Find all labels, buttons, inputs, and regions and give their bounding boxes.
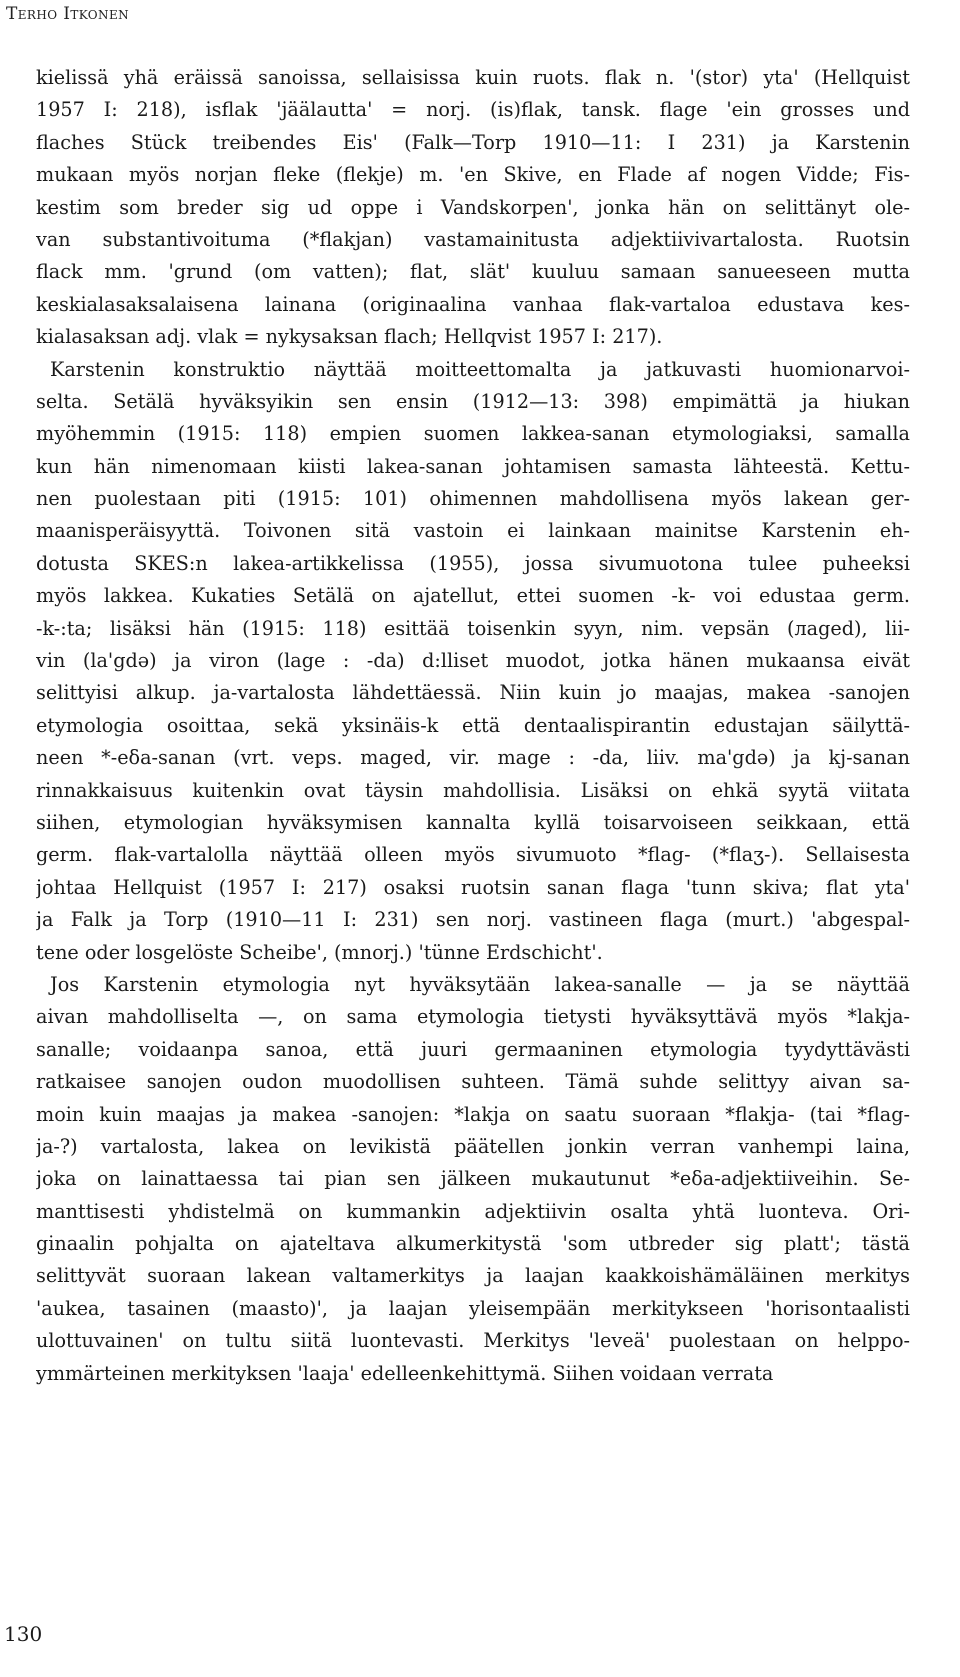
text-line: manttisesti yhdistelmä on kummankin adjektiivin osalta yhtä luonteva. Ori- [36, 1199, 910, 1223]
text-line: joka on lainattaessa tai pian sen jälkeen mukautunut *eδa-adjektiiveihin. Se- [36, 1167, 910, 1191]
text-line: myös lakkea. Kukaties Setälä on ajatellut, ettei suomen -k- voi edustaa germ. [36, 584, 910, 608]
text-line: van substantivoituma (*flakjan) vastamainitusta adjektiivivartalosta. Ruotsin [36, 227, 910, 251]
text-line: rinnakkaisuus kuitenkin ovat täysin mahdollisia. Lisäksi on ehkä syytä viitata [36, 778, 910, 802]
text-line: Karstenin konstruktio näyttää moitteettomalta ja jatkuvasti huomionarvoi- [50, 357, 910, 381]
text-line: nen puolestaan piti (1915: 101) ohimennen mahdollisena myös lakean ger- [36, 487, 910, 511]
text-line: flack mm. 'grund (om vatten); flat, slät' kuuluu samaan sanueeseen mutta [36, 260, 910, 284]
page-number: 130 [4, 1622, 43, 1646]
paragraph [36, 354, 910, 969]
text-line: kun hän nimenomaan kiisti lakea-sanan johtamisen samasta lähteestä. Kettu- [36, 454, 910, 478]
body-text [36, 62, 910, 1390]
text-line: mukaan myös norjan fleke (flekje) m. 'en Skive, en Flade af nogen Vidde; Fis- [36, 163, 910, 187]
text-line: ratkaisee sanojen oudon muodollisen suhteen. Tämä suhde selittyy aivan sa- [36, 1070, 910, 1094]
text-line: myöhemmin (1915: 118) empien suomen lakkea-sanan etymologiaksi, samalla [36, 422, 910, 446]
text-line: ginaalin pohjalta on ajateltava alkumerkitystä 'som utbreder sig platt'; tästä [36, 1232, 910, 1256]
running-head: Terho Itkonen [6, 4, 129, 24]
text-line: sanalle; voidaanpa sanoa, että juuri germaaninen etymologia tyydyttävästi [36, 1037, 910, 1061]
paragraph [36, 62, 910, 354]
text-line: kialasaksan adj. vlak = nykysaksan flach; Hellqvist 1957 I: 217). [36, 325, 663, 349]
text-line: germ. flak-vartalolla näyttää olleen myös sivumuoto *flag- (*flaʒ-). Sellaisesta [36, 843, 910, 867]
text-line: dotusta SKES:n lakea-artikkelissa (1955), jossa sivumuotona tulee puheeksi [36, 551, 910, 575]
text-line: neen *-eδa-sanan (vrt. veps. maged, vir. mage : -da, liiv. ma'gdə) ja kj-sanan [36, 746, 910, 770]
text-line: ja-?) vartalosta, lakea on levikistä päätellen jonkin verran vanhempi laina, [36, 1134, 910, 1158]
text-line: -k-:ta; lisäksi hän (1915: 118) esittää toisenkin syyn, nim. vepsän (лagеd), lii- [36, 616, 910, 640]
text-line: ulottuvainen' on tultu siitä luontevasti. Merkitys 'leveä' puolestaan on helppo- [36, 1329, 910, 1353]
text-line: keskialasaksalaisena lainana (originaalina vanhaa flak-vartaloa edustava kes- [36, 292, 910, 316]
text-line: siihen, etymologian hyväksymisen kannalta kyllä toisarvoiseen seikkaan, että [36, 810, 910, 834]
text-line: johtaa Hellquist (1957 I: 217) osaksi ruotsin sanan flaga 'tunn skiva; flat yta' [36, 875, 910, 899]
text-line: etymologia osoittaa, sekä yksinäis-k että dentaalispirantin edustajan säilyttä- [36, 713, 910, 737]
text-line: ymmärteinen merkityksen 'laaja' edelleenkehittymä. Siihen voidaan verrata [36, 1361, 774, 1385]
paragraph [36, 969, 910, 1390]
text-line: selta. Setälä hyväksyikin sen ensin (1912—13: 398) empimättä ja hiukan [36, 389, 910, 413]
text-line: Jos Karstenin etymologia nyt hyväksytään lakea-sanalle — ja se näyttää [50, 972, 910, 996]
text-line: 1957 I: 218), isflak 'jäälautta' = norj. (is)flak, tansk. flage 'ein grosses und [36, 98, 910, 122]
text-line: maanisperäisyyttä. Toivonen sitä vastoin ei lainkaan mainitse Karstenin eh- [36, 519, 910, 543]
text-line: aivan mahdolliselta —, on sama etymologia tietysti hyväksyttävä myös *lakja- [36, 1005, 910, 1029]
text-line: tene oder losgelöste Scheibe', (mnorj.) 'tünne Erdschicht'. [36, 940, 603, 964]
text-line: selittyvät suoraan lakean valtamerkitys ja laajan kaakkoishämäläinen merkitys [36, 1264, 910, 1288]
text-line: moin kuin maajas ja makea -sanojen: *lakja on saatu suoraan *flakja- (tai *flag- [36, 1102, 910, 1126]
text-line: vin (la'gdə) ja viron (lage : -da) d:lliset muodot, jotka hänen mukaansa eivät [36, 649, 910, 673]
text-line: ja Falk ja Torp (1910—11 I: 231) sen norj. vastineen flaga (murt.) 'abgespal- [36, 908, 910, 932]
text-line: 'aukea, tasainen (maasto)', ja laajan yleisempään merkitykseen 'horisontaalisti [36, 1296, 910, 1320]
text-line: kielissä yhä eräissä sanoissa, sellaisissa kuin ruots. flak n. '(stor) yta' (Hellquist [36, 66, 910, 89]
text-line: kestim som breder sig ud oppe i Vandskorpen', jonka hän on selittänyt ole- [36, 195, 910, 219]
text-line: selittyisi alkup. ja-vartalosta lähdettäessä. Niin kuin jo maajas, makea -sanojen [36, 681, 910, 705]
text-line: flaches Stück treibendes Eis' (Falk—Torp 1910—11: I 231) ja Karstenin [36, 130, 910, 154]
